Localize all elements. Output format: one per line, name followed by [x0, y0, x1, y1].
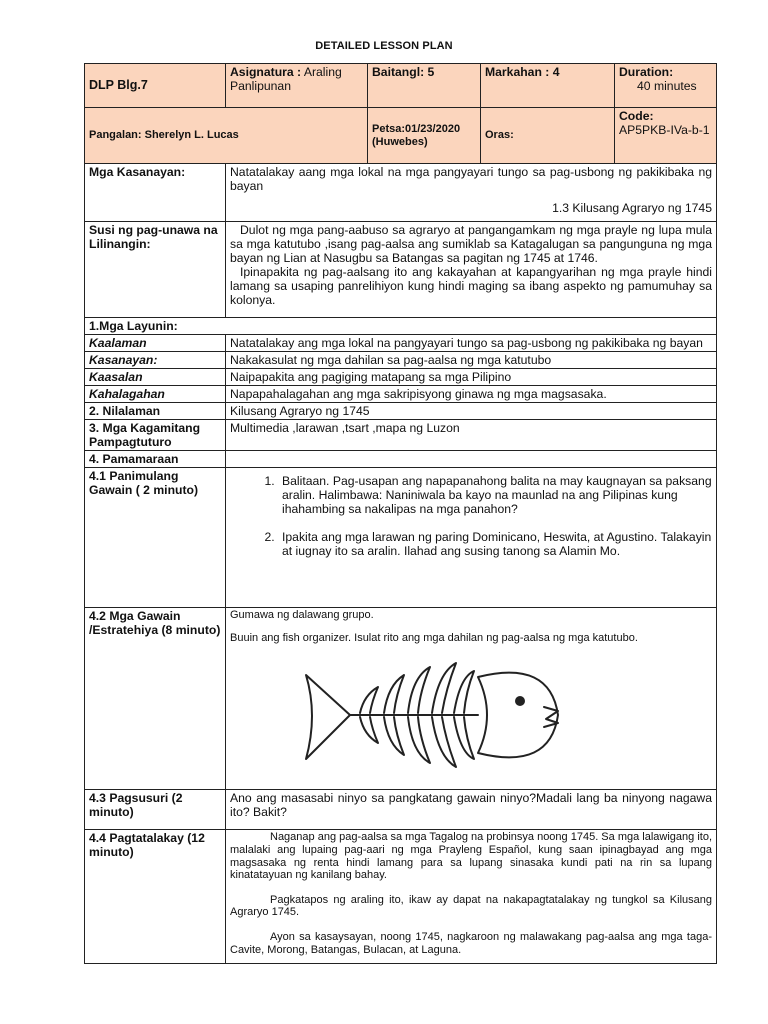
kasanayan-label: Mga Kasanayan:: [85, 164, 226, 222]
nilalaman-label: 2. Nilalaman: [85, 403, 226, 420]
duration-cell: [615, 64, 717, 108]
pagsusuri-label: 4.3 Pagsusuri (2 minuto): [85, 790, 226, 830]
asignatura-label: Asignatura :: [230, 65, 302, 79]
kasanayan-row: [85, 164, 717, 222]
kaasalan-value: Naipapakita ang pagiging matapang sa mga Pilipino: [226, 369, 717, 386]
oras-cell: Oras:: [481, 108, 615, 164]
pagtatalakay-content: [226, 830, 717, 964]
susi-content: [226, 222, 717, 318]
pagtatalakay-paragraph-3: Ayon sa kasaysayan, noong 1745, nagkaroon ng malawakang pag-aalsa ang mga taga-Cavite, Morong, Batangas, Bulacan, at Laguna.: [230, 931, 712, 956]
nilalaman-value: Kilusang Agraryo ng 1745: [226, 403, 717, 420]
susi-paragraph-1: Dulot ng mga pang-aabuso sa agraryo at pangangamkam ng mga prayle ng lupa mula sa mga katutubo ,isang pag-aalsa ang sumiklab sa Katagalugan sa pangunguna ng mga bayan ng Lian at Nasugbu sa Batangas sa pagitan ng 1745 at 1746.: [230, 223, 712, 266]
panimula-content: [226, 468, 717, 608]
fish-eye: [515, 696, 525, 706]
petsa-day: (Huwebes): [372, 135, 428, 148]
code-value: AP5PKB-IVa-b-1: [619, 123, 710, 138]
panimula-label: 4.1 Panimulang Gawain ( 2 minuto): [85, 468, 226, 608]
kaasalan-row: [85, 369, 717, 386]
kaalaman-label: Kaalaman: [85, 335, 226, 352]
pagsusuri-value: Ano ang masasabi ninyo sa pangkatang gawain ninyo?Madali lang ba ninyong nagawa ito? Bakit?: [226, 790, 717, 830]
gawain-line-2: Buuin ang fish organizer. Isulat rito ang mga dahilan ng pag-aalsa ng mga katutubo.: [230, 631, 638, 644]
pamamaraan-empty: [226, 451, 717, 468]
header-row-1: [85, 64, 717, 108]
pagsusuri-row: [85, 790, 717, 830]
gawain-line-1: Gumawa ng dalawang grupo.: [230, 609, 374, 622]
kahalagahan-label: Kahalagahan: [85, 386, 226, 403]
duration-value: 40 minutes: [637, 79, 697, 94]
kagamitan-label: 3. Mga Kagamitang Pampagtuturo: [85, 420, 226, 451]
teacher-name: Pangalan: Sherelyn L. Lucas: [85, 108, 368, 164]
layunin-row: [85, 318, 717, 335]
duration-label: Duration:: [619, 65, 674, 79]
pagtatalakay-paragraph-1: Naganap ang pag-aalsa sa mga Tagalog na probinsya noong 1745. Sa mga lalawigang ito, malalaki ang lupaing pag-aari ng mga Prayleng Español, kung saan ipinagbayad ang mga magsasaka ng renta hindi lamang para sa lupang sinasaka kundi pati na rin sa lupang kinatatayuan ng kanilang bahay.: [230, 831, 712, 882]
kasanayan-subtopic: 1.3 Kilusang Agraryo ng 1745: [552, 201, 712, 216]
fish-organizer-icon: [300, 655, 570, 775]
kahalagahan-value: Napapahalagahan ang mga sakripisyong ginawa ng mga magsasaka.: [226, 386, 717, 403]
lesson-plan-table: [84, 63, 717, 964]
asignatura-value: Araling Panlipunan: [230, 65, 342, 94]
kasanayan-objective-row: [85, 352, 717, 369]
document-title: DETAILED LESSON PLAN: [315, 40, 453, 52]
asignatura-cell: [226, 64, 368, 108]
kasanayan-text: Natatalakay aang mga lokal na mga pangyayari tungo sa pag-usbong ng pakikibaka ng bayan: [230, 165, 712, 194]
panimula-list: [230, 474, 712, 558]
code-cell: [615, 108, 717, 164]
markahan-cell: Markahan : 4: [481, 64, 615, 108]
kasanayan-objective-label: Kasanayan:: [85, 352, 226, 369]
pagtatalakay-label: 4.4 Pagtatalakay (12 minuto): [85, 830, 226, 964]
header-row-2: [85, 108, 717, 164]
susi-row: [85, 222, 717, 318]
susi-label: Susi ng pag-unawa na Lilinangin:: [85, 222, 226, 318]
kagamitan-value: Multimedia ,larawan ,tsart ,mapa ng Luzon: [226, 420, 717, 451]
code-label: Code:: [619, 109, 654, 123]
pamamaraan-label: 4. Pamamaraan: [85, 451, 226, 468]
kagamitan-row: [85, 420, 717, 451]
kahalagahan-row: [85, 386, 717, 403]
kasanayan-content: [226, 164, 717, 222]
kasanayan-objective-value: Nakakasulat ng mga dahilan sa pag-aalsa ng mga katutubo: [226, 352, 717, 369]
gawain-content: [226, 608, 717, 790]
baitang-cell: Baitangl: 5: [368, 64, 481, 108]
gawain-label: 4.2 Mga Gawain /Estratehiya (8 minuto): [85, 608, 226, 790]
petsa-cell: [368, 108, 481, 164]
dlp-number: DLP Blg.7: [85, 64, 226, 108]
susi-paragraph-2: Ipinapakita ng pag-aalsang ito ang kakayahan at kapangyarihan ng mga prayle hindi lamang sa usaping panrelihiyon kung hindi maging sa ibang aspekto ng pamumuhay sa kolonya.: [230, 265, 712, 308]
layunin-label: 1.Mga Layunin:: [85, 318, 717, 335]
panimula-item-1: 1. Balitaan. Pag-usapan ang napapanahong balita na may kaugnayan sa paksang aralin. Halimbawa: Naniniwala ba kayo na maunlad na ang Pilipinas kung ihahambing sa nakalipas na mga panahon?: [278, 474, 712, 516]
panimula-row: [85, 468, 717, 608]
gawain-row: [85, 608, 717, 790]
kaalaman-row: [85, 335, 717, 352]
kaalaman-value: Natatalakay ang mga lokal na pangyayari tungo sa pag-usbong ng pakikibaka ng bayan: [226, 335, 717, 352]
pagtatalakay-paragraph-2: Pagkatapos ng araling ito, ikaw ay dapat na nakapagtatalakay ng tungkol sa Kilusang Agraryo 1745.: [230, 893, 712, 919]
kaasalan-label: Kaasalan: [85, 369, 226, 386]
pamamaraan-row: [85, 451, 717, 468]
nilalaman-row: [85, 403, 717, 420]
petsa-date: Petsa:01/23/2020: [372, 122, 461, 135]
panimula-item-2: 2. Ipakita ang mga larawan ng paring Dominicano, Heswita, at Agustino. Talakayin at iugnay ito sa aralin. Ilahad ang susing tanong sa Alamin Mo.: [278, 530, 712, 558]
pagtatalakay-row: [85, 830, 717, 964]
